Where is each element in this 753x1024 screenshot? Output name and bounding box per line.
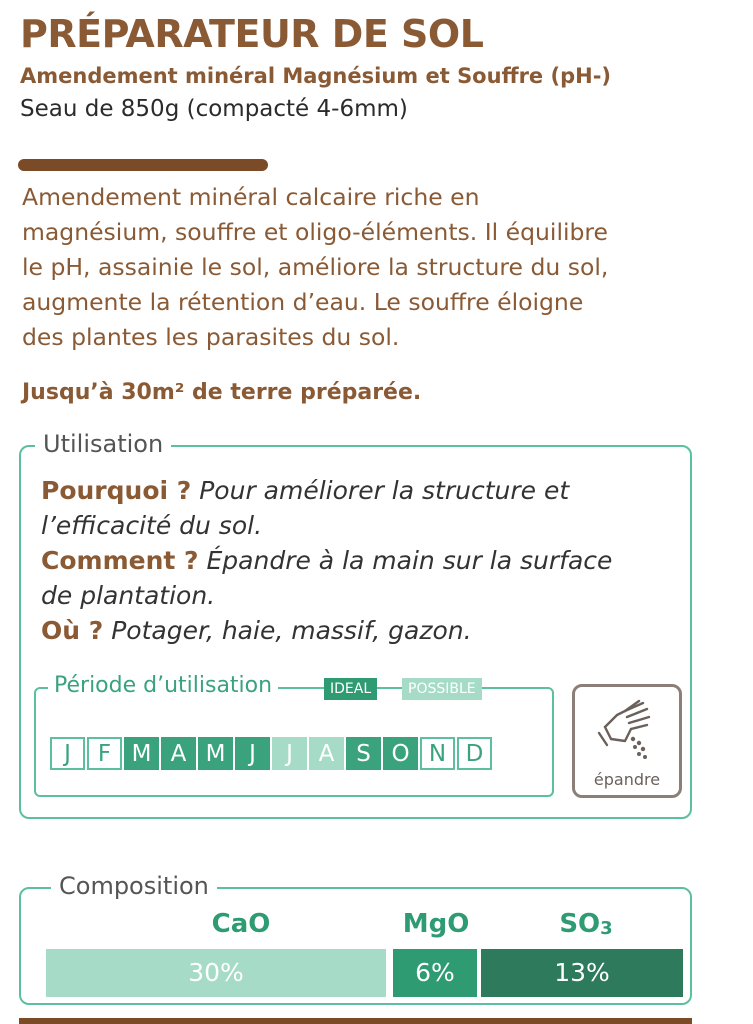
period-heading: Période d’utilisation: [48, 673, 278, 698]
ideal-legend-badge: IDEAL: [324, 678, 377, 700]
where-label: Où ?: [41, 616, 104, 645]
product-subtitle: Amendement minéral Magnésium et Souffre (pH-): [20, 64, 612, 88]
composition-name-cao: CaO: [211, 909, 271, 939]
month-cell: J: [50, 737, 85, 770]
why-text: Pour améliorer la structure et: [199, 476, 570, 505]
where-text: Potager, haie, massif, gazon.: [111, 616, 472, 645]
composition-section: [19, 872, 692, 1005]
utilisation-section: [19, 430, 692, 819]
utilisation-details: [41, 473, 681, 648]
description-line: le pH, assainie le sol, améliore la structure du sol,: [22, 253, 609, 281]
product-description: [22, 180, 722, 355]
month-cell: A: [309, 737, 344, 770]
why-line-2: [41, 508, 681, 543]
description-line: des plantes les parasites du sol.: [22, 323, 400, 351]
how-text: Épandre à la main sur la surface: [206, 546, 613, 575]
where-line: [41, 613, 681, 648]
bottom-divider: [19, 1018, 692, 1024]
month-cell: A: [161, 737, 196, 770]
why-text-continued: l’efficacité du sol.: [41, 511, 263, 540]
month-cell: O: [383, 737, 418, 770]
how-label: Comment ?: [41, 546, 199, 575]
composition-name-so3: [526, 909, 646, 939]
why-line: [41, 473, 681, 508]
product-title: PRÉPARATEUR DE SOL: [20, 12, 484, 56]
description-line: Amendement minéral calcaire riche en: [22, 183, 480, 211]
month-cell: M: [124, 737, 159, 770]
composition-bar-so3: 13%: [481, 949, 683, 997]
how-text-continued: de plantation.: [41, 581, 216, 610]
month-cell: D: [457, 737, 492, 770]
how-line-2: [41, 578, 681, 613]
composition-bar-mgo: 6%: [393, 949, 477, 997]
month-cell: N: [420, 737, 455, 770]
spreading-method-card: [572, 684, 682, 798]
usage-period: [34, 673, 554, 797]
composition-name-so3-subscript: 3: [600, 918, 613, 939]
month-cell: F: [87, 737, 122, 770]
composition-name-so3-base: SO: [559, 909, 601, 939]
month-cell: M: [198, 737, 233, 770]
package-info: Seau de 850g (compacté 4-6mm): [20, 96, 408, 122]
composition-name-mgo: MgO: [402, 909, 470, 939]
composition-heading: Composition: [51, 872, 217, 900]
why-label: Pourquoi ?: [41, 476, 192, 505]
how-line: [41, 543, 681, 578]
month-cell: S: [346, 737, 381, 770]
month-cell: J: [272, 737, 307, 770]
month-cell: J: [235, 737, 270, 770]
hand-spreading-icon: [595, 693, 659, 763]
month-calendar: [50, 737, 494, 770]
description-line: augmente la rétention d’eau. Le souffre éloigne: [22, 288, 584, 316]
possible-legend-badge: POSSIBLE: [402, 678, 482, 700]
spreading-method-label: épandre: [593, 770, 661, 789]
coverage-area: Jusqu’à 30m² de terre préparée.: [22, 380, 422, 405]
utilisation-heading: Utilisation: [35, 430, 171, 458]
description-line: magnésium, souffre et oligo-éléments. Il équilibre: [22, 218, 609, 246]
composition-bar-cao: 30%: [46, 949, 386, 997]
title-divider: [18, 159, 268, 171]
